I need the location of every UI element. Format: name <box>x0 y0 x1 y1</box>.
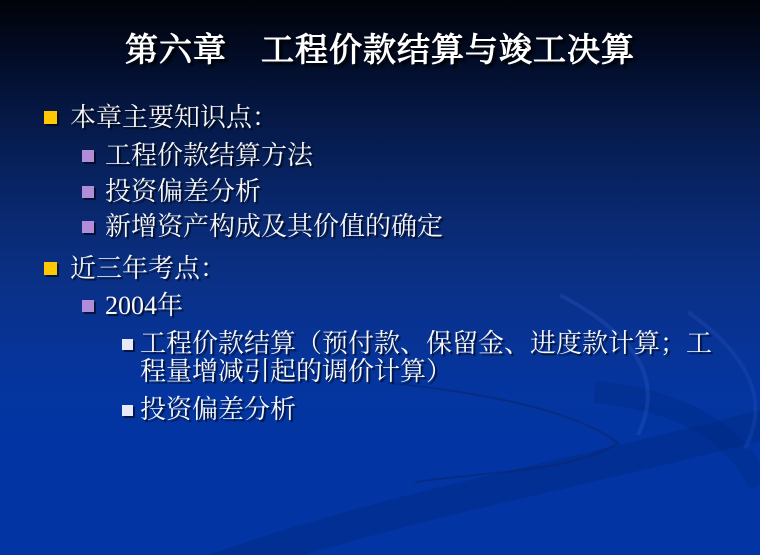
bullet-text: 工程价款结算方法 <box>105 141 314 170</box>
bullet-text: 新增资产构成及其价值的确定 <box>105 212 444 241</box>
bullet-item-level2 <box>82 142 313 170</box>
bullet-square-icon <box>44 111 57 124</box>
bullet-text: 工程价款结算（预付款、保留金、进度款计算；工程量增减引起的调价计算） <box>140 329 713 386</box>
bullet-text: 本章主要知识点： <box>70 103 279 132</box>
bullet-item-level3 <box>122 330 715 386</box>
bullet-square-icon <box>44 262 57 275</box>
bullet-text: 2004年 <box>105 291 184 320</box>
bullet-item-level2 <box>82 178 261 206</box>
bullet-text: 投资偏差分析 <box>105 177 262 206</box>
bullet-item-level3 <box>122 396 296 424</box>
bullet-item-level2 <box>82 292 183 320</box>
bullet-square-icon <box>82 150 94 162</box>
bullet-text: 投资偏差分析 <box>140 395 297 424</box>
bullet-text: 近三年考点： <box>70 254 227 283</box>
bullet-item-level2 <box>82 213 443 241</box>
bullet-item-level1 <box>44 255 226 283</box>
bullet-square-icon <box>82 186 94 198</box>
slide-title: 第六章 工程价款结算与竣工决算 <box>125 33 635 69</box>
bullet-square-icon <box>82 221 94 233</box>
bullet-square-icon <box>82 300 94 312</box>
bullet-square-icon <box>122 339 133 350</box>
bullet-item-level1 <box>44 104 278 132</box>
bullet-square-icon <box>122 405 133 416</box>
